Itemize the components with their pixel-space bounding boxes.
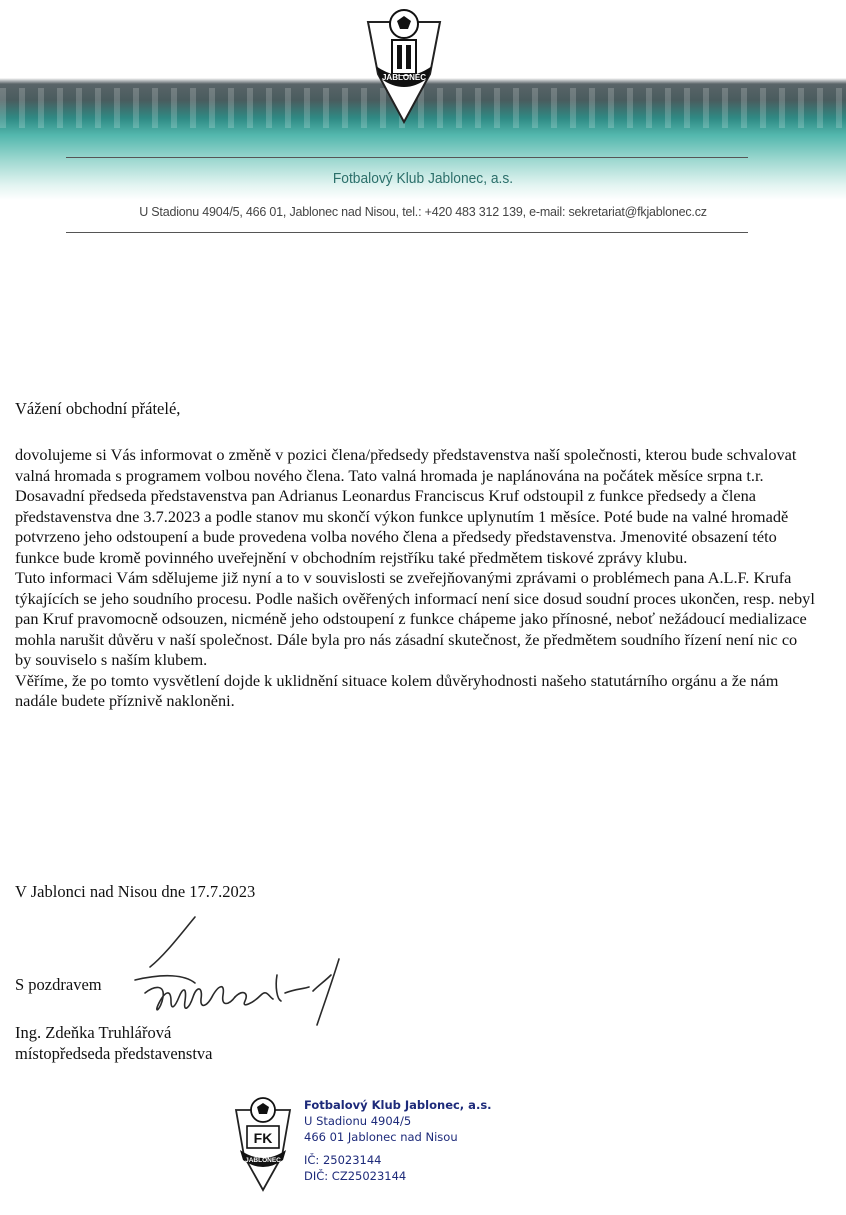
paragraph: Tuto informaci Vám sdělujeme již nyní a to v souvislosti se zveřejňovanými zprávami o problémech pana A.L.F. Krufa týkajících se jeho soudního procesu. Podle našich ověřených informací není sice dosud soudní proces ukončen, resp. nebyl pan Kruf pravomocně odsouzen, nicméně jeho odstoupení z funkce chápeme jako přínosné, neboť nežádoucí medializace mohla narušit důvěru v naší společnost. Dále byla pro nás zásadní skutečnost, že předmětem soudního řízení není nic co by souviselo s naším klubem.: [15, 568, 815, 669]
letterhead-divider-top: [66, 157, 748, 158]
stamp-crest-text: JABLONEC: [245, 1157, 281, 1164]
signer-title: místopředseda představenstva: [15, 1044, 213, 1063]
handwritten-signature: [125, 915, 355, 1050]
stamp-dic: DIČ: CZ25023144: [304, 1169, 407, 1183]
club-crest-icon: [366, 4, 442, 124]
stamp-company: Fotbalový Klub Jablonec, a.s.: [304, 1098, 492, 1112]
letterhead-company: Fotbalový Klub Jablonec, a.s.: [332, 170, 514, 187]
letter-body: [15, 445, 815, 712]
stamp-street: U Stadionu 4904/5: [304, 1114, 412, 1128]
stamp-ic: IČ: 25023144: [304, 1153, 382, 1167]
paragraph: dovolujeme si Vás informovat o změně v pozici člena/předsedy představenstva naší společnosti, kterou bude schvalovat valná hromada s programem volbou nového člena. Tato valná hromada je naplánována na počátek měsíce srpna t.r.: [15, 445, 797, 485]
salutation: Vážení obchodní přátelé,: [15, 399, 181, 418]
letterhead-address: U Stadionu 4904/5, 466 01, Jablonec nad Nisou, tel.: +420 483 312 139, e-mail: sekretariat@fkjablonec.cz: [139, 205, 707, 219]
stamp-crest-letters: FK: [253, 1130, 273, 1146]
crest-text: JABLONEC: [381, 73, 427, 82]
stamp-crest-icon: [234, 1090, 292, 1192]
stamp-city: 466 01 Jablonec nad Nisou: [304, 1130, 458, 1144]
paragraph: Věříme, že po tomto vysvětlení dojde k uklidnění situace kolem důvěryhodnosti našeho statutárního orgánu a že nám nadále budete příznivě nakloněni.: [15, 670, 779, 710]
letterhead-divider-bottom: [66, 232, 748, 233]
paragraph: Dosavadní předseda představenstva pan Adrianus Leonardus Franciscus Kruf odstoupil z funkce předsedy a člena představenstva dne 3.7.2023 a podle stanov mu skončí výkon funkce uplynutím 1 měsíce. Poté bude na valné hromadě potvrzeno jeho odstoupení a bude provedena volba nového člena a předsedy představenstva. Jmenovité obsazení této funkce bude kromě povinného uveřejnění v obchodním rejstříku také předmětem tiskové zprávy klubu.: [15, 486, 789, 567]
company-stamp: [304, 1097, 492, 1184]
signer-name: Ing. Zdeňka Truhlářová: [15, 1023, 172, 1042]
closing: S pozdravem: [15, 975, 102, 994]
place-and-date: V Jablonci nad Nisou dne 17.7.2023: [15, 882, 256, 901]
